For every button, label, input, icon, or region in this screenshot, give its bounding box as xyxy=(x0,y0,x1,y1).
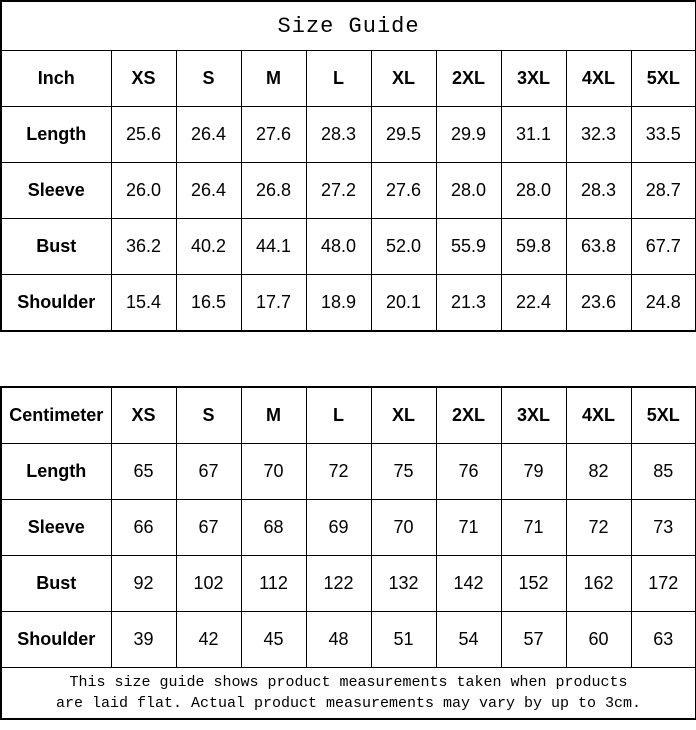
measurement-value-cell: 29.9 xyxy=(436,107,501,163)
size-column-header-4xl: 4XL xyxy=(566,51,631,107)
measurement-value-cell: 51 xyxy=(371,612,436,668)
measurement-value-cell: 66 xyxy=(111,500,176,556)
measurement-value-cell: 44.1 xyxy=(241,219,306,275)
size-column-header-s: S xyxy=(176,387,241,444)
measurement-value-cell: 27.6 xyxy=(241,107,306,163)
measurement-value-cell: 63 xyxy=(631,612,696,668)
measurement-value-cell: 15.4 xyxy=(111,275,176,332)
measurement-row-label: Sleeve xyxy=(1,500,111,556)
centimeter-header-row xyxy=(1,387,696,444)
measurement-value-cell: 26.8 xyxy=(241,163,306,219)
measurement-value-cell: 28.3 xyxy=(566,163,631,219)
centimeter-size-table xyxy=(0,386,696,720)
size-column-header-5xl: 5XL xyxy=(631,51,696,107)
measurement-value-cell: 26.4 xyxy=(176,107,241,163)
measurement-row-label: Length xyxy=(1,107,111,163)
size-column-header-xs: XS xyxy=(111,51,176,107)
size-column-header-2xl: 2XL xyxy=(436,387,501,444)
inch-row-sleeve xyxy=(1,163,696,219)
inch-header-row xyxy=(1,51,696,107)
size-column-header-xl: XL xyxy=(371,387,436,444)
cm-row-length xyxy=(1,444,696,500)
measurement-value-cell: 17.7 xyxy=(241,275,306,332)
measurement-row-label: Bust xyxy=(1,219,111,275)
measurement-value-cell: 57 xyxy=(501,612,566,668)
measurement-value-cell: 39 xyxy=(111,612,176,668)
measurement-value-cell: 102 xyxy=(176,556,241,612)
size-column-header-3xl: 3XL xyxy=(501,387,566,444)
measurement-value-cell: 85 xyxy=(631,444,696,500)
measurement-value-cell: 60 xyxy=(566,612,631,668)
size-column-header-xs: XS xyxy=(111,387,176,444)
size-column-header-4xl: 4XL xyxy=(566,387,631,444)
measurement-value-cell: 72 xyxy=(566,500,631,556)
measurement-value-cell: 68 xyxy=(241,500,306,556)
measurement-value-cell: 92 xyxy=(111,556,176,612)
inch-row-shoulder xyxy=(1,275,696,332)
measurement-value-cell: 24.8 xyxy=(631,275,696,332)
size-column-header-l: L xyxy=(306,387,371,444)
measurement-value-cell: 28.7 xyxy=(631,163,696,219)
measurement-value-cell: 28.0 xyxy=(501,163,566,219)
size-column-header-m: M xyxy=(241,51,306,107)
measurement-value-cell: 59.8 xyxy=(501,219,566,275)
measurement-value-cell: 63.8 xyxy=(566,219,631,275)
measurement-value-cell: 112 xyxy=(241,556,306,612)
footnote-row xyxy=(1,668,696,720)
measurement-value-cell: 28.3 xyxy=(306,107,371,163)
size-column-header-s: S xyxy=(176,51,241,107)
footnote-line-2: are laid flat. Actual product measurements may vary by up to 3cm. xyxy=(55,695,642,712)
measurement-value-cell: 52.0 xyxy=(371,219,436,275)
measurement-value-cell: 36.2 xyxy=(111,219,176,275)
measurement-value-cell: 132 xyxy=(371,556,436,612)
measurement-value-cell: 31.1 xyxy=(501,107,566,163)
size-column-header-xl: XL xyxy=(371,51,436,107)
measurement-value-cell: 67.7 xyxy=(631,219,696,275)
measurement-value-cell: 172 xyxy=(631,556,696,612)
measurement-value-cell: 122 xyxy=(306,556,371,612)
measurement-value-cell: 28.0 xyxy=(436,163,501,219)
cm-row-bust xyxy=(1,556,696,612)
unit-header-cm: Centimeter xyxy=(1,387,111,444)
measurement-value-cell: 27.2 xyxy=(306,163,371,219)
cm-row-sleeve xyxy=(1,500,696,556)
measurement-value-cell: 45 xyxy=(241,612,306,668)
size-column-header-3xl: 3XL xyxy=(501,51,566,107)
measurement-value-cell: 26.0 xyxy=(111,163,176,219)
measurement-value-cell: 70 xyxy=(241,444,306,500)
measurement-row-label: Sleeve xyxy=(1,163,111,219)
size-column-header-l: L xyxy=(306,51,371,107)
footnote-line-1: This size guide shows product measurements taken when products xyxy=(69,674,628,691)
measurement-value-cell: 67 xyxy=(176,444,241,500)
measurement-value-cell: 82 xyxy=(566,444,631,500)
measurement-value-cell: 69 xyxy=(306,500,371,556)
size-column-header-2xl: 2XL xyxy=(436,51,501,107)
size-guide-title: Size Guide xyxy=(1,1,696,51)
measurement-value-cell: 152 xyxy=(501,556,566,612)
measurement-value-cell: 162 xyxy=(566,556,631,612)
measurement-value-cell: 67 xyxy=(176,500,241,556)
measurement-value-cell: 20.1 xyxy=(371,275,436,332)
measurement-value-cell: 70 xyxy=(371,500,436,556)
measurement-value-cell: 76 xyxy=(436,444,501,500)
measurement-value-cell: 32.3 xyxy=(566,107,631,163)
measurement-value-cell: 40.2 xyxy=(176,219,241,275)
measurement-value-cell: 29.5 xyxy=(371,107,436,163)
measurement-value-cell: 21.3 xyxy=(436,275,501,332)
measurement-value-cell: 79 xyxy=(501,444,566,500)
inch-size-table xyxy=(0,0,696,332)
size-column-header-5xl: 5XL xyxy=(631,387,696,444)
measurement-value-cell: 142 xyxy=(436,556,501,612)
measurement-value-cell: 55.9 xyxy=(436,219,501,275)
measurement-value-cell: 23.6 xyxy=(566,275,631,332)
measurement-value-cell: 71 xyxy=(501,500,566,556)
measurement-value-cell: 72 xyxy=(306,444,371,500)
cm-row-shoulder xyxy=(1,612,696,668)
measurement-value-cell: 54 xyxy=(436,612,501,668)
measurement-row-label: Bust xyxy=(1,556,111,612)
measurement-value-cell: 27.6 xyxy=(371,163,436,219)
measurement-value-cell: 33.5 xyxy=(631,107,696,163)
inch-row-bust xyxy=(1,219,696,275)
measurement-value-cell: 18.9 xyxy=(306,275,371,332)
measurement-value-cell: 25.6 xyxy=(111,107,176,163)
measurement-value-cell: 75 xyxy=(371,444,436,500)
size-guide-footnote xyxy=(1,668,696,720)
unit-header-inch: Inch xyxy=(1,51,111,107)
table-spacer xyxy=(0,332,696,386)
size-column-header-m: M xyxy=(241,387,306,444)
inch-row-length xyxy=(1,107,696,163)
measurement-value-cell: 22.4 xyxy=(501,275,566,332)
measurement-value-cell: 65 xyxy=(111,444,176,500)
measurement-value-cell: 48 xyxy=(306,612,371,668)
measurement-value-cell: 71 xyxy=(436,500,501,556)
measurement-value-cell: 26.4 xyxy=(176,163,241,219)
measurement-value-cell: 16.5 xyxy=(176,275,241,332)
measurement-row-label: Shoulder xyxy=(1,275,111,332)
measurement-value-cell: 48.0 xyxy=(306,219,371,275)
measurement-row-label: Length xyxy=(1,444,111,500)
title-row xyxy=(1,1,696,51)
measurement-row-label: Shoulder xyxy=(1,612,111,668)
measurement-value-cell: 42 xyxy=(176,612,241,668)
measurement-value-cell: 73 xyxy=(631,500,696,556)
